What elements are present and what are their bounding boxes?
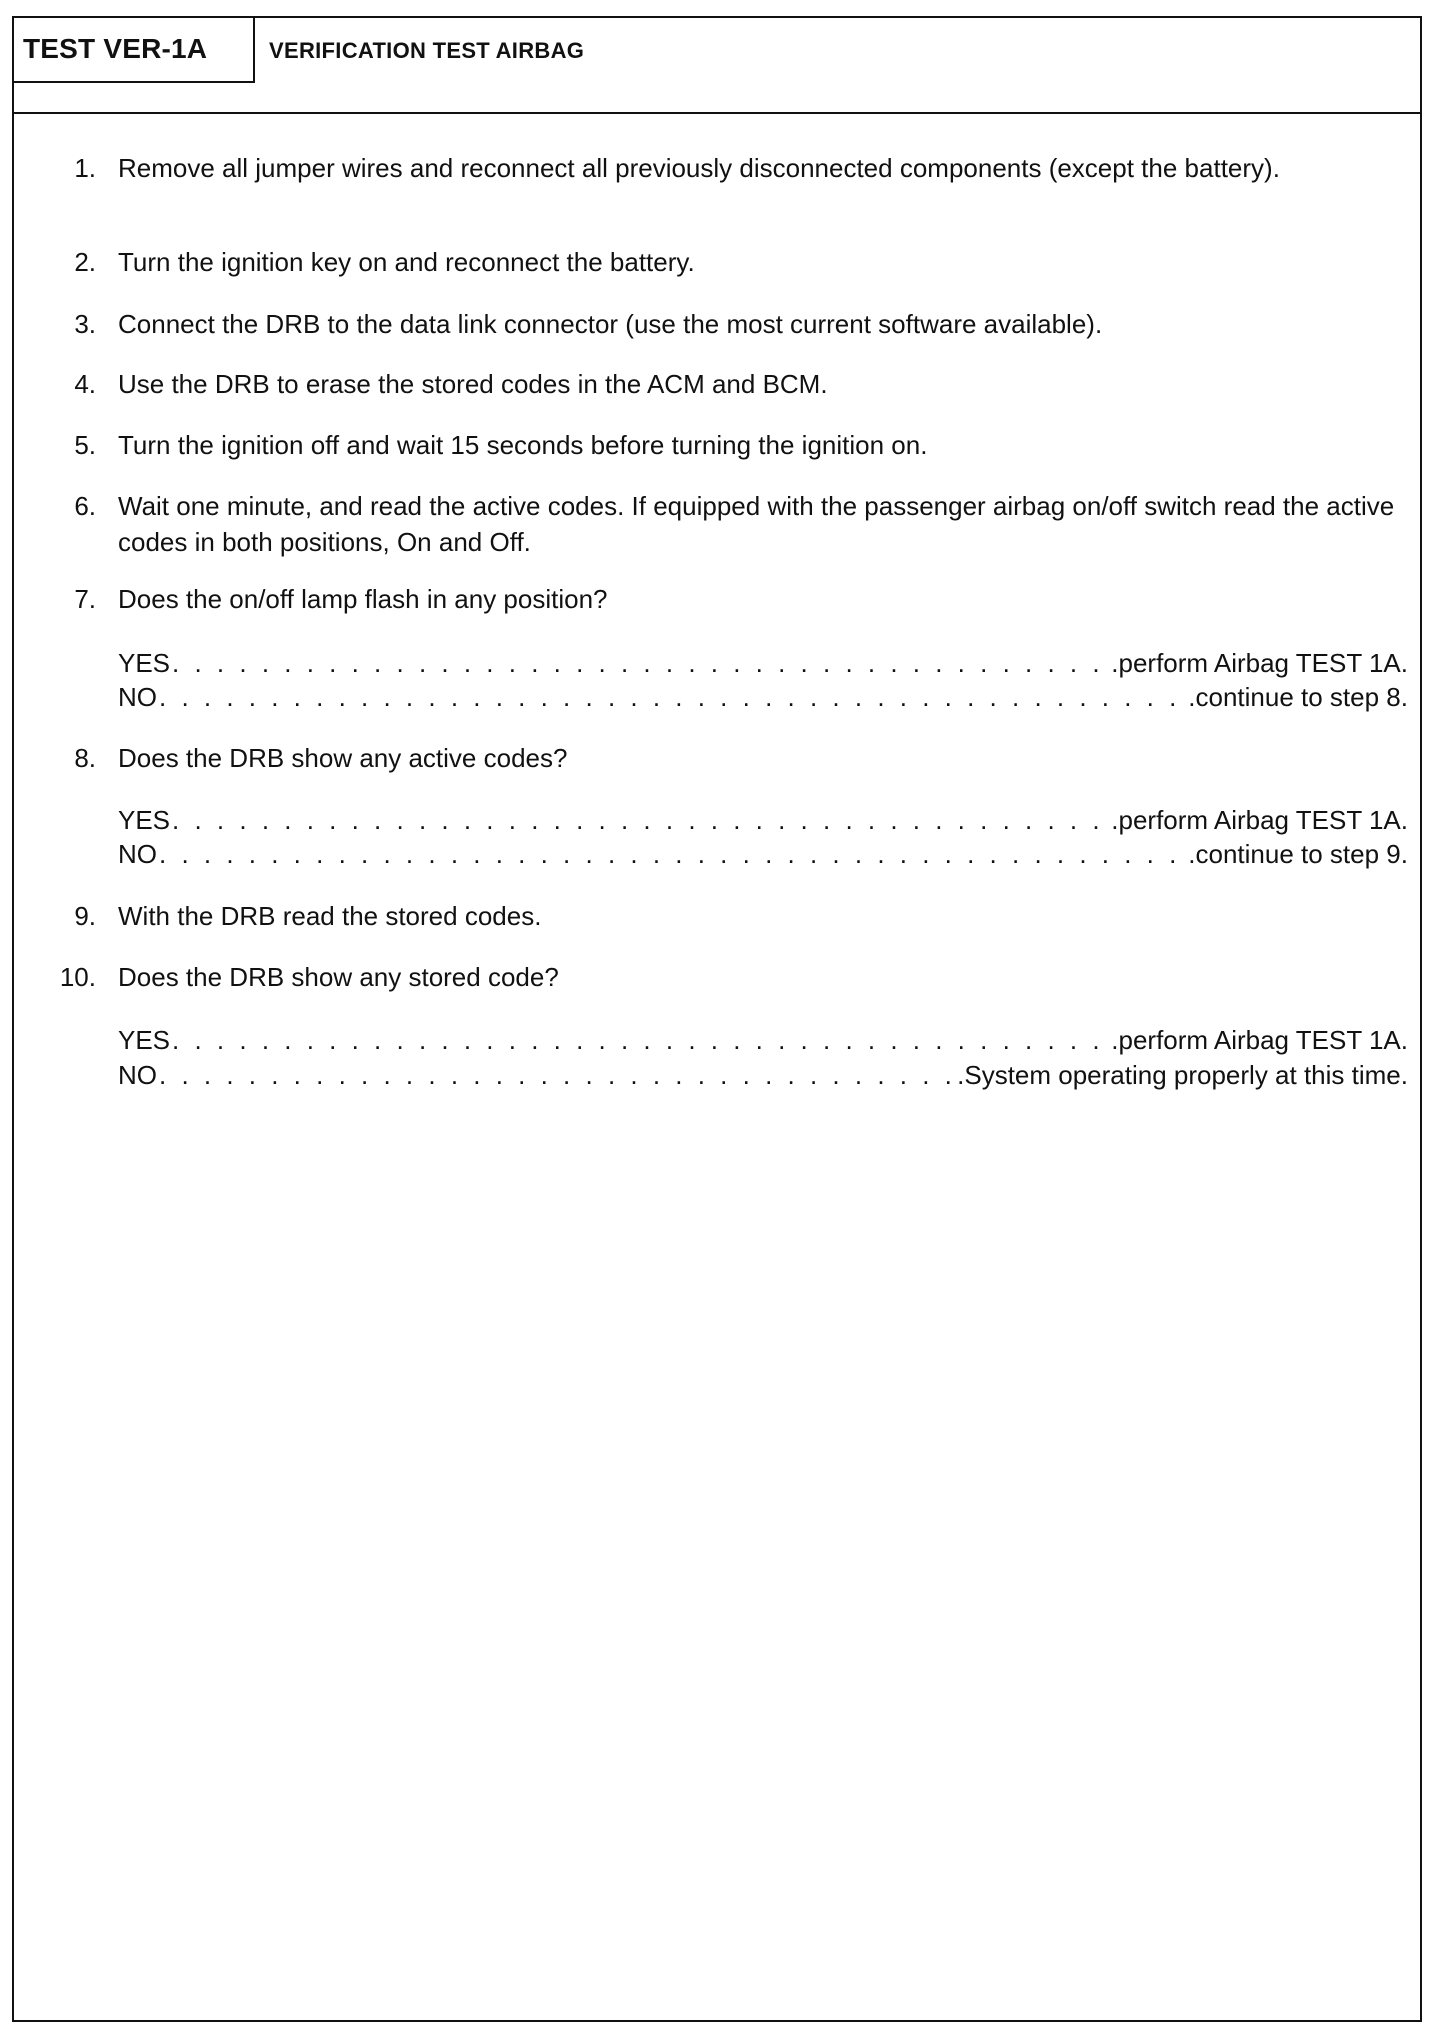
step-number: 3. [74,309,96,339]
choice-result: .continue to step 8. [1188,682,1408,712]
page-title: VERIFICATION TEST AIRBAG [269,38,585,63]
step-number: 10. [59,962,96,992]
dot-leader [159,1057,955,1093]
choice-yes [118,1022,1408,1058]
step-number: 5. [74,430,96,460]
choice-yes [118,645,1408,681]
step-text: Turn the ignition key on and reconnect the battery. [118,247,695,277]
choice-no [118,836,1408,872]
step-number: 8. [74,743,96,773]
step-number: 1. [74,153,96,183]
choice-label: NO [118,839,157,869]
step-number: 6. [74,491,96,521]
step-number: 2. [74,247,96,277]
choice-label: YES [118,805,171,835]
choice-label: YES [118,1025,171,1055]
choice-result: .System operating properly at this time. [957,1060,1408,1090]
choice-no [118,679,1408,715]
step-text: Does the on/off lamp flash in any position? [118,584,608,614]
choice-label: NO [118,682,157,712]
step-text: Use the DRB to erase the stored codes in the ACM and BCM. [118,369,828,399]
step-text: Does the DRB show any active codes? [118,743,568,773]
dot-leader [172,645,1109,681]
choice-label: NO [118,1060,157,1090]
step-text: Remove all jumper wires and reconnect all previously disconnected components (except the battery). [118,153,1280,183]
test-id: TEST VER-1A [12,16,255,83]
step-text: Connect the DRB to the data link connector (use the most current software available). [118,309,1103,339]
step-text: Wait one minute, and read the active codes. If equipped with the passenger airbag on/off switch read the active codes in both positions, On and Off. [118,491,1395,557]
choice-result: .continue to step 9. [1188,839,1408,869]
choice-result: .perform Airbag TEST 1A. [1111,1025,1408,1055]
step-number: 7. [74,584,96,614]
choice-result: .perform Airbag TEST 1A. [1111,648,1408,678]
step-text: Turn the ignition off and wait 15 seconds before turning the ignition on. [118,430,928,460]
dot-leader [159,836,1186,872]
choice-label: YES [118,648,171,678]
step-text: With the DRB read the stored codes. [118,901,542,931]
choice-yes [118,802,1408,838]
dot-leader [172,802,1109,838]
choice-result: .perform Airbag TEST 1A. [1111,805,1408,835]
header-row [14,18,1420,114]
choice-no [118,1057,1408,1093]
dot-leader [159,679,1186,715]
page-frame [12,16,1422,2022]
step-text: Does the DRB show any stored code? [118,962,559,992]
step-number: 4. [74,369,96,399]
step-number: 9. [74,901,96,931]
dot-leader [172,1022,1109,1058]
